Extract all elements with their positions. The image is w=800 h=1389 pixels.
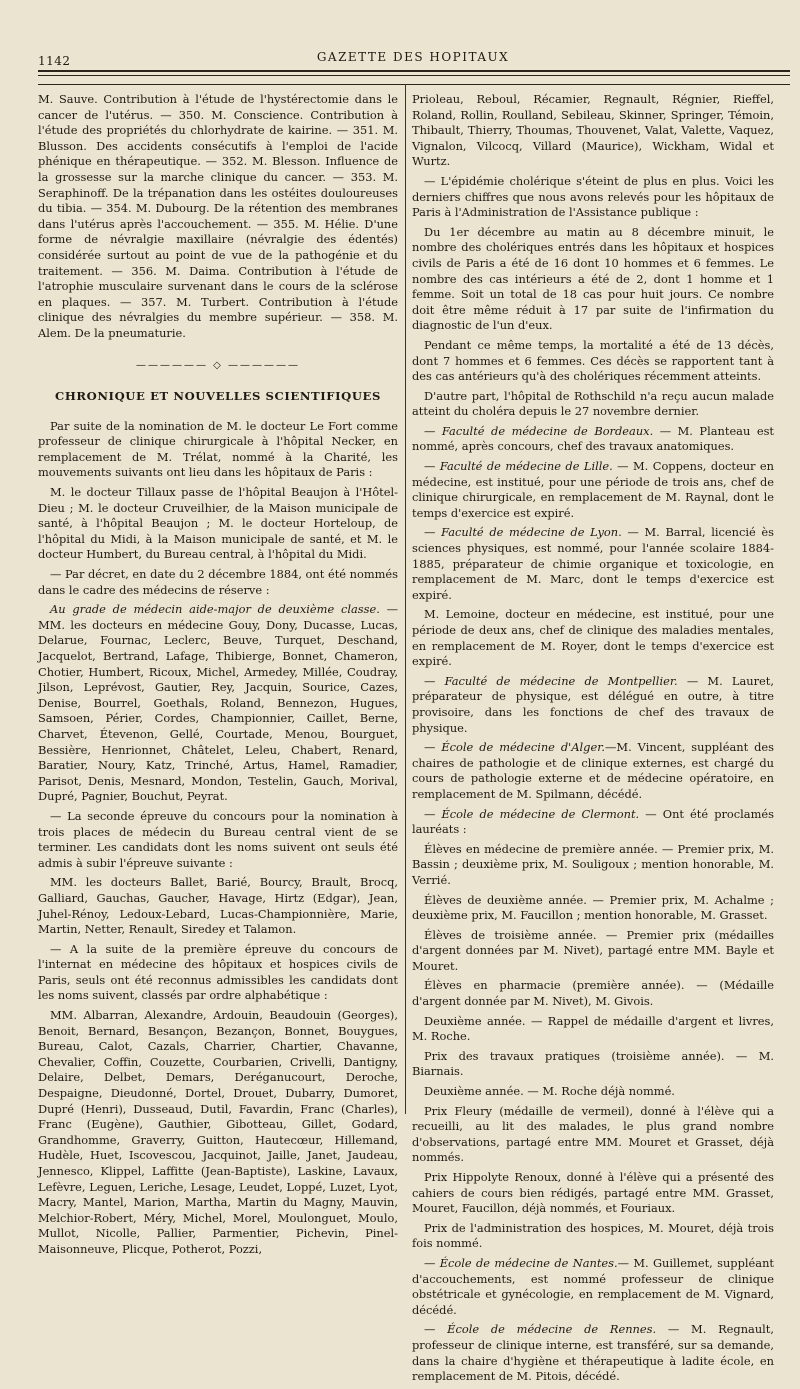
paragraph: Élèves en pharmacie (première année). — (Médaille d'argent donnée par M. Nivet), M. Givois.: [412, 978, 774, 1009]
paragraph: [412, 807, 774, 838]
paragraph: Élèves de troisième année. — Premier prix (médailles d'argent données par M. Nivet), partagé entre MM. Bayle et Mouret.: [412, 927, 774, 973]
header-rule-bottom: [38, 84, 790, 85]
paragraph: M. le docteur Tillaux passe de l'hôpital Beaujon à l'Hôtel-Dieu ; M. le docteur Cruveilhier, de la Maison municipale de santé, à l'hôpital Beaujon ; M. le docteur Horteloup, de l'hôpital du Midi, à la Maison municipale de santé, et M. le docteur Humbert, du Bureau central, à l'hôpital du Midi.: [38, 485, 398, 562]
header-rule-thick: [38, 70, 790, 72]
paragraph: Par suite de la nomination de M. le docteur Le Fort comme professeur de clinique chirurgicale à l'hôpital Necker, en remplacement de M. Trélat, nommé à la Charité, les mouvements suivants ont lieu dans les hôpitaux de Paris :: [38, 418, 398, 480]
journal-title: GAZETTE DES HOPITAUX: [316, 50, 510, 64]
paragraph-text: — M. Coppens, docteur en médecine, est institué, pour une période de trois ans, chef de clinique chirurgicale, en remplacement de M. Raynal, dont le temps d'exercice est expiré.: [412, 459, 774, 520]
paragraph-label: — Faculté de médecine de Lille.: [424, 459, 613, 474]
paragraph: Du 1er décembre au matin au 8 décembre minuit, le nombre des cholériques entrés dans les hôpitaux et hospices civils de Paris a été de 16 dont 10 hommes et 6 femmes. Le nombre des cas intérieurs a été de 2, dont 1 homme et 1 femme. Soit un total de 18 cas pour huit jours. Ce nombre doit être même réduit à 17 par suite de l'infirmation du diagnostic de l'un d'eux.: [412, 224, 774, 333]
paragraph: [412, 525, 774, 603]
paragraph-text: — MM. les docteurs en médecine Gouy, Dony, Ducasse, Lucas, Delarue, Fournac, Leclerc, Beuve, Turquet, Deschand, Jacquelot, Bertrand, Lafage, Thibierge, Bonnet, Chameron, Chotier, Humbert, Ricoux, Michel, Armedey, Millée, Coudray, Jilson, Leprévost, Gautier, Rey, Jacquin, Sourice, Cazes, Denise, Bourrel, Goethals, Roland, Bennezon, Hugues, Samsoen, Périer, Cordes, Championnier, Caillet, Berne, Charvet, Étevenon, Gellé, Courtade, Menou, Bourguet, Bessière, Henrionnet, Châtelet, Leleu, Chabert, Renard, Baratier, Noury, Katz, Trinché, Artus, Hamel, Ramadier, Parisot, Denis, Mesnard, Mondon, Testelin, Gauch, Morival, Dupré, Pagnier, Bouchut, Peyrat.: [38, 602, 399, 804]
paragraph-label: — École de médecine d'Alger.: [424, 740, 606, 755]
paragraph: Prix Fleury (médaille de vermeil), donné à l'élève qui a recueilli, au lit des malades, le plus grand nombre d'observations, partagé entre MM. Mouret et Grasset, déjà nommés.: [412, 1103, 774, 1165]
section-title: CHRONIQUE ET NOUVELLES SCIENTIFIQUES: [55, 389, 381, 404]
section-ornament: —————— ◇ ——————: [135, 359, 301, 371]
paragraph-text: —M. Vincent, suppléant des chaires de pathologie et de clinique externes, est chargé du cours de pathologie externe et de médecine opératoire, en remplacement de M. Spilmann, décédé.: [412, 740, 774, 801]
paragraph: D'autre part, l'hôpital de Rothschild n'a reçu aucun malade atteint du choléra depuis le 27 novembre dernier.: [412, 388, 774, 419]
paragraph: [412, 459, 774, 521]
column-separator: [405, 84, 406, 1114]
paragraph: [38, 602, 398, 805]
paragraph: [412, 424, 774, 455]
thesis-list: M. Sauve. Contribution à l'étude de l'hystérectomie dans le cancer de l'utérus. — 350. M. Conscience. Contribution à l'étude des propriétés du chlorhydrate de kairine. — 351. M. Blusson. Des accidents consécutifs à l'emploi de l'acide phénique en thérapeutique. — 352. M. Blesson. Influence de la grossesse sur la marche clinique du cancer. — 353. M. Seraphinoff. De la trépanation dans les ostéites douloureuses du tibia. — 354. M. Dubourg. De la rétention des membranes dans l'utérus après l'accouchement. — 355. M. Hélie. D'une forme de névralgie maxillaire (névralgie des édentés) considérée surtout au point de vue de la pathogénie et du traitement. — 356. M. Daima. Contribution à l'étude de l'atrophie musculaire survenant dans le cours de la sclérose en plaques. — 357. M. Turbert. Contribution à l'étude clinique des névralgies du membre supérieur. — 358. M. Alem. De la pneumaturie.: [38, 92, 398, 340]
paragraph: [412, 1322, 774, 1384]
paragraph-text: — M. Planteau est nommé, après concours, chef des travaux anatomiques.: [412, 423, 774, 454]
paragraph-label: — Faculté de médecine de Lyon.: [424, 525, 622, 540]
paragraph-text: — M. Regnault, professeur de clinique interne, est transféré, sur sa demande, dans la chaire d'hygiène et thérapeutique à ladite école, en remplacement de M. Pitois, décédé.: [412, 1322, 774, 1384]
paragraph: Deuxième année. — Rappel de médaille d'argent et livres, M. Roche.: [412, 1013, 774, 1044]
paragraph: — Par décret, en date du 2 décembre 1884, ont été nommés dans le cadre des médecins de réserve :: [38, 567, 399, 597]
paragraph: M. Lemoine, docteur en médecine, est institué, pour une période de deux ans, chef de clinique des maladies mentales, en remplacement de M. Royer, dont le temps d'exercice est expiré.: [412, 607, 774, 669]
paragraph: Élèves en médecine de première année. — Premier prix, M. Bassin ; deuxième prix, M. Souligoux ; mention honorable, M. Verrié.: [412, 841, 774, 887]
paragraph-label: — École de médecine de Nantes.: [424, 1255, 618, 1270]
paragraph-text: — M. Guillemet, suppléant d'accouchements, est nommé professeur de clinique obstétricale et gynécologie, en remplacement de M. Vignard, décédé.: [412, 1255, 774, 1317]
paragraph: — A la suite de la première épreuve du concours de l'internat en médecine des hôpitaux et hospices civils de Paris, seuls ont été reconnus admissibles les candidats dont les noms suivent, classés par ordre alphabétique :: [38, 941, 398, 1003]
paragraph: — La seconde épreuve du concours pour la nomination à trois places de médecin du Bureau central vient de se terminer. Les candidats dont les noms suivent ont seuls été admis à subir l'épreuve suivante :: [38, 808, 398, 870]
paragraph: [412, 674, 774, 736]
paragraph: [412, 740, 774, 802]
paragraph: MM. les docteurs Ballet, Barié, Bourcy, Brault, Brocq, Galliard, Gauchas, Gaucher, Havage, Hirtz (Edgar), Jean, Juhel-Rénoy, Ledoux-Lebard, Lucas-Championnière, Marie, Martin, Netter, Renault, Siredey et Talamon.: [38, 875, 398, 937]
paragraph: Prix des travaux pratiques (troisième année). — M. Biarnais.: [412, 1048, 774, 1079]
paragraph: Prioleau, Reboul, Récamier, Regnault, Régnier, Rieffel, Roland, Rollin, Roulland, Sebileau, Skinner, Springer, Témoin, Thibault, Thierry, Thoumas, Thouvenet, Valat, Valette, Vaquez, Vignalon, Vilcocq, Villard (Maurice), Wickham, Widal et Wurtz.: [412, 92, 774, 169]
paragraph: MM. Albarran, Alexandre, Ardouin, Beaudouin (Georges), Benoit, Bernard, Besançon, Bezançon, Bonnet, Bouygues, Bureau, Calot, Cazals, Charrier, Chartier, Chavanne, Chevalier, Coffin, Couzette, Courbarien, Crivelli, Dantigny, Delaire, Delbet, Demars, Deréganucourt, Deroche, Despaigne, Dieudonné, Dortel, Drouet, Dubarry, Dumoret, Dupré (Henri), Dusseaud, Dutil, Favardin, Franc (Charles), Franc (Eugène), Gauthier, Gibotteau, Gillet, Godard, Grandhomme, Graverry, Guitton, Hautecœur, Hillemand, Hudèle, Huet, Iscovescou, Jacquinot, Jaille, Janet, Jaudeau, Jennesco, Klippel, Laffitte (Jean-Baptiste), Laskine, Lavaux, Lefèvre, Leguen, Leriche, Lesage, Leudet, Loppé, Luzet, Lyot, Macry, Mantel, Marion, Martha, Martin du Magny, Mauvin, Melchior-Robert, Méry, Michel, Morel, Moulonguet, Moulo, Mullot, Nicolle, Pallier, Parmentier, Pichevin, Pinel-Maisonneuve, Plicque, Potherot, Pozzi,: [38, 1008, 398, 1256]
paragraph: Pendant ce même temps, la mortalité a été de 13 décès, dont 7 hommes et 6 femmes. Ces décès se rapportent tant à des cas antérieurs qu'à des cholériques récemment atteints.: [412, 337, 774, 384]
paragraph-text: — M. Lauret, préparateur de physique, est délégué en outre, à titre provisoire, dans les fonctions de chef des travaux de physique.: [412, 673, 774, 735]
paragraph: [412, 1256, 774, 1318]
paragraph-text: — Ont été proclamés lauréats :: [412, 806, 774, 837]
header-rule-thin: [38, 75, 790, 76]
paragraph: — L'épidémie cholérique s'éteint de plus en plus. Voici les derniers chiffres que nous avons relevés pour les hôpitaux de Paris à l'Administration de l'Assistance publique :: [412, 173, 774, 220]
paragraph: Prix Hippolyte Renoux, donné à l'élève qui a présenté des cahiers de cours bien rédigés, partagé entre MM. Grasset, Mouret, Faucillon, déjà nommés, et Fouriaux.: [412, 1170, 774, 1216]
paragraph: Prix de l'administration des hospices, M. Mouret, déjà trois fois nommé.: [412, 1220, 774, 1251]
paragraph-label: — Faculté de médecine de Bordeaux.: [424, 423, 654, 438]
right-column: [412, 92, 774, 1389]
left-column: [38, 92, 398, 1262]
paragraph-label: — École de médecine de Clermont.: [424, 806, 640, 821]
paragraph-label: — Faculté de médecine de Montpellier.: [424, 673, 678, 688]
paragraph-label: Au grade de médecin aide-major de deuxième classe.: [50, 602, 380, 617]
paragraph: Deuxième année. — M. Roche déjà nommé.: [424, 1084, 675, 1099]
page-header: [38, 44, 788, 70]
page-number: 1142: [38, 54, 71, 68]
paragraph-text: — M. Barral, licencié ès sciences physiques, est nommé, pour l'année scolaire 1884-1885, préparateur de chimie organique et toxicologie, en remplacement de M. Marc, dont le temps d'exercice est expiré.: [412, 525, 774, 602]
paragraph: Élèves de deuxième année. — Premier prix, M. Achalme ; deuxième prix, M. Faucillon ; mention honorable, M. Grasset.: [412, 892, 774, 923]
paragraph-label: — École de médecine de Rennes.: [424, 1322, 657, 1337]
